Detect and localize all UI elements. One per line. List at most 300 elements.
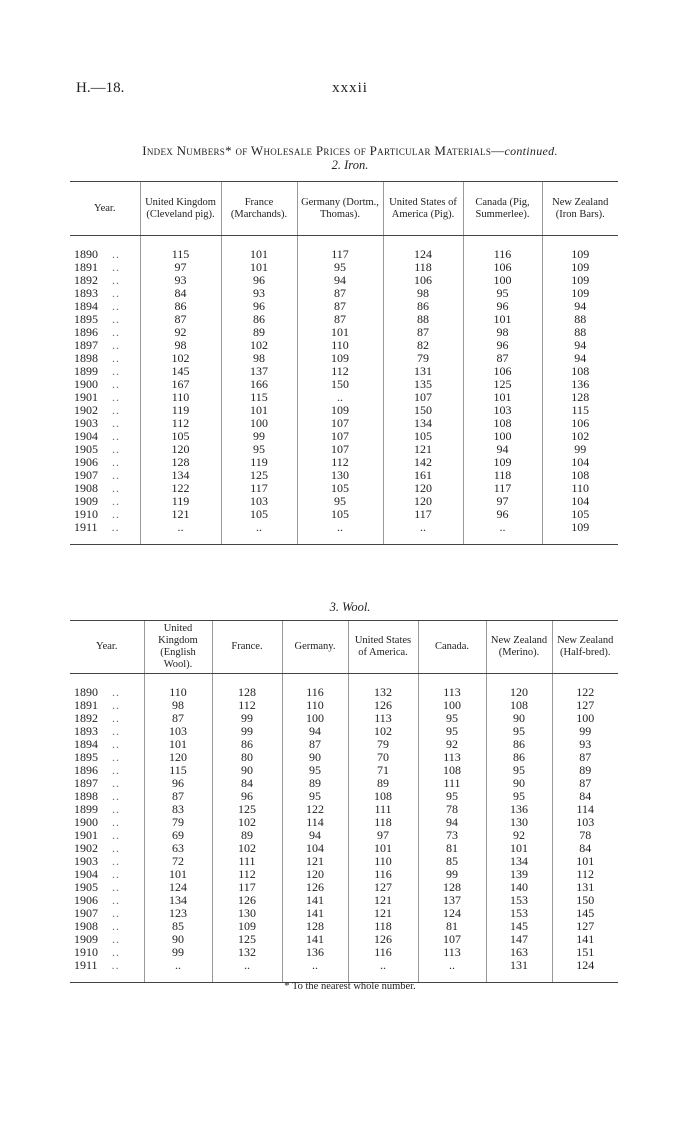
leader-dots: .. bbox=[112, 312, 120, 326]
index-value-cell: 101 bbox=[463, 313, 542, 326]
index-value-cell: .. bbox=[221, 521, 297, 534]
index-value-cell: 113 bbox=[418, 751, 486, 764]
index-value-cell: 92 bbox=[140, 326, 221, 339]
index-value-cell: 142 bbox=[383, 456, 463, 469]
index-value-cell: 108 bbox=[542, 469, 618, 482]
page-number: xxxii bbox=[332, 80, 368, 96]
index-value-cell: 100 bbox=[463, 274, 542, 287]
index-value-cell: 128 bbox=[542, 391, 618, 404]
index-value-cell: 112 bbox=[140, 417, 221, 430]
leader-dots: .. bbox=[112, 737, 120, 751]
index-value-cell: 86 bbox=[486, 738, 552, 751]
year-value: 1896 bbox=[74, 763, 98, 777]
index-value-cell: 127 bbox=[552, 920, 618, 933]
table-row bbox=[70, 933, 618, 946]
index-value-cell: 93 bbox=[552, 738, 618, 751]
index-value-cell: 80 bbox=[212, 751, 282, 764]
closing-cell bbox=[383, 534, 463, 545]
index-value-cell: 108 bbox=[348, 790, 418, 803]
index-value-cell: 90 bbox=[486, 712, 552, 725]
index-value-cell: 87 bbox=[144, 790, 212, 803]
index-value-cell: 109 bbox=[212, 920, 282, 933]
index-value-cell: 94 bbox=[282, 725, 348, 738]
index-value-cell: 117 bbox=[383, 508, 463, 521]
index-value-cell: 112 bbox=[552, 868, 618, 881]
wool-column-header: New Zealand (Merino). bbox=[486, 621, 552, 674]
wool-column-header: Canada. bbox=[418, 621, 486, 674]
index-value-cell: 112 bbox=[297, 365, 383, 378]
index-value-cell: 87 bbox=[144, 712, 212, 725]
index-value-cell: 130 bbox=[297, 469, 383, 482]
leader-dots: .. bbox=[112, 507, 120, 521]
year-value: 1900 bbox=[74, 377, 98, 391]
leader-dots: .. bbox=[112, 893, 120, 907]
index-value-cell: 87 bbox=[297, 313, 383, 326]
index-value-cell: .. bbox=[297, 521, 383, 534]
index-value-cell: 90 bbox=[282, 751, 348, 764]
index-value-cell: 105 bbox=[383, 430, 463, 443]
main-title-suffix: continued. bbox=[504, 144, 558, 158]
index-value-cell: 113 bbox=[348, 712, 418, 725]
year-value: 1890 bbox=[74, 685, 98, 699]
index-value-cell: 94 bbox=[542, 300, 618, 313]
table-row bbox=[70, 777, 618, 790]
index-value-cell: 153 bbox=[486, 907, 552, 920]
year-value: 1903 bbox=[74, 416, 98, 430]
closing-cell bbox=[140, 534, 221, 545]
iron-column-header: France (Marchands). bbox=[221, 182, 297, 236]
index-value-cell: 97 bbox=[463, 495, 542, 508]
index-value-cell: 147 bbox=[486, 933, 552, 946]
index-value-cell: 93 bbox=[140, 274, 221, 287]
index-value-cell: 79 bbox=[383, 352, 463, 365]
leader-dots: .. bbox=[112, 711, 120, 725]
year-value: 1905 bbox=[74, 442, 98, 456]
index-value-cell: 98 bbox=[144, 699, 212, 712]
index-value-cell: 100 bbox=[282, 712, 348, 725]
index-value-cell: 99 bbox=[542, 443, 618, 456]
index-value-cell: 70 bbox=[348, 751, 418, 764]
index-value-cell: 98 bbox=[463, 326, 542, 339]
year-value: 1895 bbox=[74, 750, 98, 764]
index-value-cell: 87 bbox=[463, 352, 542, 365]
index-value-cell: 88 bbox=[542, 313, 618, 326]
table-row bbox=[70, 816, 618, 829]
index-value-cell: 84 bbox=[552, 842, 618, 855]
index-value-cell: 153 bbox=[486, 894, 552, 907]
index-value-cell: .. bbox=[282, 959, 348, 972]
leader-dots: .. bbox=[112, 945, 120, 959]
index-value-cell: 125 bbox=[463, 378, 542, 391]
index-value-cell: 63 bbox=[144, 842, 212, 855]
table-row bbox=[70, 686, 618, 699]
index-value-cell: 118 bbox=[348, 920, 418, 933]
index-value-cell: 84 bbox=[212, 777, 282, 790]
index-value-cell: 115 bbox=[144, 764, 212, 777]
index-value-cell: 98 bbox=[383, 287, 463, 300]
index-value-cell: 120 bbox=[140, 443, 221, 456]
table-row bbox=[70, 699, 618, 712]
main-title-text: Index Numbers* of Wholesale Prices of Particular Materials— bbox=[142, 143, 505, 158]
year-value: 1898 bbox=[74, 789, 98, 803]
page-reference: H.—18. bbox=[76, 80, 125, 96]
index-value-cell: 101 bbox=[297, 326, 383, 339]
index-value-cell: 141 bbox=[282, 894, 348, 907]
index-value-cell: 102 bbox=[221, 339, 297, 352]
year-value: 1907 bbox=[74, 468, 98, 482]
index-value-cell: 110 bbox=[140, 391, 221, 404]
index-value-cell: 100 bbox=[552, 712, 618, 725]
index-value-cell: 89 bbox=[348, 777, 418, 790]
iron-price-table bbox=[70, 181, 618, 545]
year-value: 1908 bbox=[74, 919, 98, 933]
index-value-cell: 85 bbox=[418, 855, 486, 868]
year-value: 1894 bbox=[74, 299, 98, 313]
wool-column-header: Germany. bbox=[282, 621, 348, 674]
index-value-cell: 145 bbox=[140, 365, 221, 378]
wool-section-title: 3. Wool. bbox=[329, 600, 371, 614]
year-value: 1899 bbox=[74, 364, 98, 378]
index-value-cell: 98 bbox=[140, 339, 221, 352]
table-row bbox=[70, 738, 618, 751]
index-value-cell: 87 bbox=[297, 287, 383, 300]
index-value-cell: .. bbox=[140, 521, 221, 534]
year-value: 1897 bbox=[74, 776, 98, 790]
index-value-cell: 101 bbox=[221, 261, 297, 274]
index-value-cell: 145 bbox=[552, 907, 618, 920]
index-value-cell: 124 bbox=[418, 907, 486, 920]
table-row bbox=[70, 712, 618, 725]
index-value-cell: 126 bbox=[212, 894, 282, 907]
iron-column-header: United States of America (Pig). bbox=[383, 182, 463, 236]
index-value-cell: 116 bbox=[463, 248, 542, 261]
index-value-cell: 86 bbox=[383, 300, 463, 313]
closing-cell bbox=[463, 534, 542, 545]
index-value-cell: 150 bbox=[297, 378, 383, 391]
index-value-cell: 134 bbox=[383, 417, 463, 430]
index-value-cell: 90 bbox=[212, 764, 282, 777]
index-value-cell: 141 bbox=[552, 933, 618, 946]
index-value-cell: 109 bbox=[463, 456, 542, 469]
index-value-cell: 128 bbox=[212, 686, 282, 699]
index-value-cell: 108 bbox=[542, 365, 618, 378]
index-value-cell: 106 bbox=[383, 274, 463, 287]
index-value-cell: .. bbox=[463, 521, 542, 534]
index-value-cell: 96 bbox=[212, 790, 282, 803]
table-row bbox=[70, 881, 618, 894]
index-value-cell: 104 bbox=[282, 842, 348, 855]
index-value-cell: 124 bbox=[383, 248, 463, 261]
leader-dots: .. bbox=[112, 815, 120, 829]
year-value: 1894 bbox=[74, 737, 98, 751]
year-value: 1908 bbox=[74, 481, 98, 495]
index-value-cell: 89 bbox=[552, 764, 618, 777]
index-value-cell: 101 bbox=[348, 842, 418, 855]
closing-cell bbox=[221, 534, 297, 545]
index-value-cell: 108 bbox=[486, 699, 552, 712]
iron-header-row bbox=[70, 182, 618, 236]
index-value-cell: 128 bbox=[282, 920, 348, 933]
index-value-cell: 110 bbox=[282, 699, 348, 712]
index-value-cell: 118 bbox=[383, 261, 463, 274]
index-value-cell: 104 bbox=[542, 495, 618, 508]
index-value-cell: 96 bbox=[221, 300, 297, 313]
index-value-cell: 119 bbox=[140, 495, 221, 508]
leader-dots: .. bbox=[112, 286, 120, 300]
leader-dots: .. bbox=[112, 468, 120, 482]
index-value-cell: 99 bbox=[212, 712, 282, 725]
year-value: 1903 bbox=[74, 854, 98, 868]
index-value-cell: 95 bbox=[486, 790, 552, 803]
year-value: 1910 bbox=[74, 507, 98, 521]
index-value-cell: .. bbox=[383, 521, 463, 534]
index-value-cell: 103 bbox=[221, 495, 297, 508]
leader-dots: .. bbox=[112, 429, 120, 443]
leader-dots: .. bbox=[112, 416, 120, 430]
year-cell bbox=[70, 959, 144, 972]
wool-column-header: United States of America. bbox=[348, 621, 418, 674]
index-value-cell: 119 bbox=[221, 456, 297, 469]
index-value-cell: 137 bbox=[221, 365, 297, 378]
index-value-cell: 111 bbox=[418, 777, 486, 790]
table-row bbox=[70, 521, 618, 534]
index-value-cell: 105 bbox=[221, 508, 297, 521]
index-value-cell: 96 bbox=[463, 300, 542, 313]
iron-column-header: Year. bbox=[70, 182, 140, 236]
index-value-cell: 145 bbox=[486, 920, 552, 933]
table-row bbox=[70, 842, 618, 855]
index-value-cell: 95 bbox=[486, 725, 552, 738]
index-value-cell: 109 bbox=[542, 261, 618, 274]
index-value-cell: 124 bbox=[552, 959, 618, 972]
index-value-cell: 89 bbox=[282, 777, 348, 790]
iron-table-header bbox=[70, 182, 618, 236]
table-row bbox=[70, 946, 618, 959]
index-value-cell: 107 bbox=[383, 391, 463, 404]
index-value-cell: 112 bbox=[297, 456, 383, 469]
leader-dots: .. bbox=[112, 377, 120, 391]
index-value-cell: 95 bbox=[297, 495, 383, 508]
index-value-cell: 71 bbox=[348, 764, 418, 777]
closing-cell bbox=[70, 534, 140, 545]
table-row bbox=[70, 508, 618, 521]
index-value-cell: .. bbox=[348, 959, 418, 972]
index-value-cell: 105 bbox=[297, 508, 383, 521]
footnote: * To the nearest whole number. bbox=[284, 981, 416, 992]
table-row bbox=[70, 920, 618, 933]
year-value: 1891 bbox=[74, 260, 98, 274]
index-value-cell: 96 bbox=[144, 777, 212, 790]
index-value-cell: 116 bbox=[282, 686, 348, 699]
index-value-cell: 116 bbox=[348, 868, 418, 881]
index-value-cell: 117 bbox=[463, 482, 542, 495]
index-value-cell: 109 bbox=[297, 404, 383, 417]
table-row bbox=[70, 894, 618, 907]
index-value-cell: 137 bbox=[418, 894, 486, 907]
index-value-cell: 110 bbox=[297, 339, 383, 352]
index-value-cell: 87 bbox=[552, 751, 618, 764]
index-value-cell: 95 bbox=[418, 712, 486, 725]
index-value-cell: 110 bbox=[542, 482, 618, 495]
index-value-cell: 103 bbox=[552, 816, 618, 829]
index-value-cell: 141 bbox=[282, 933, 348, 946]
index-value-cell: 86 bbox=[212, 738, 282, 751]
page-header bbox=[0, 80, 700, 104]
leader-dots: .. bbox=[112, 260, 120, 274]
index-value-cell: 90 bbox=[486, 777, 552, 790]
year-value: 1904 bbox=[74, 867, 98, 881]
index-value-cell: 86 bbox=[140, 300, 221, 313]
index-value-cell: 134 bbox=[140, 469, 221, 482]
index-value-cell: 110 bbox=[348, 855, 418, 868]
table-row bbox=[70, 790, 618, 803]
year-value: 1904 bbox=[74, 429, 98, 443]
index-value-cell: 120 bbox=[383, 495, 463, 508]
index-value-cell: 132 bbox=[212, 946, 282, 959]
year-value: 1895 bbox=[74, 312, 98, 326]
wool-table-header bbox=[70, 621, 618, 674]
index-value-cell: 127 bbox=[552, 699, 618, 712]
leader-dots: .. bbox=[112, 455, 120, 469]
index-value-cell: 121 bbox=[348, 894, 418, 907]
index-value-cell: 102 bbox=[542, 430, 618, 443]
index-value-cell: 115 bbox=[542, 404, 618, 417]
leader-dots: .. bbox=[112, 802, 120, 816]
index-value-cell: 86 bbox=[486, 751, 552, 764]
index-value-cell: 125 bbox=[212, 803, 282, 816]
leader-dots: .. bbox=[112, 919, 120, 933]
year-value: 1892 bbox=[74, 273, 98, 287]
year-value: 1896 bbox=[74, 325, 98, 339]
index-value-cell: 126 bbox=[348, 699, 418, 712]
leader-dots: .. bbox=[112, 494, 120, 508]
index-value-cell: 126 bbox=[348, 933, 418, 946]
index-value-cell: 69 bbox=[144, 829, 212, 842]
index-value-cell: 150 bbox=[383, 404, 463, 417]
index-value-cell: 107 bbox=[297, 443, 383, 456]
index-value-cell: 78 bbox=[552, 829, 618, 842]
leader-dots: .. bbox=[112, 247, 120, 261]
table-row bbox=[70, 725, 618, 738]
wool-column-header: United Kingdom (English Wool). bbox=[144, 621, 212, 674]
index-value-cell: 139 bbox=[486, 868, 552, 881]
leader-dots: .. bbox=[112, 698, 120, 712]
year-value: 1902 bbox=[74, 841, 98, 855]
index-value-cell: 88 bbox=[542, 326, 618, 339]
index-value-cell: 102 bbox=[348, 725, 418, 738]
index-value-cell: 123 bbox=[144, 907, 212, 920]
index-value-cell: 118 bbox=[348, 816, 418, 829]
index-value-cell: 95 bbox=[418, 790, 486, 803]
index-value-cell: 120 bbox=[383, 482, 463, 495]
index-value-cell: 84 bbox=[552, 790, 618, 803]
year-value: 1891 bbox=[74, 698, 98, 712]
index-value-cell: 73 bbox=[418, 829, 486, 842]
main-title bbox=[0, 143, 700, 159]
index-value-cell: 102 bbox=[212, 842, 282, 855]
index-value-cell: 167 bbox=[140, 378, 221, 391]
leader-dots: .. bbox=[112, 351, 120, 365]
index-value-cell: 95 bbox=[418, 725, 486, 738]
index-value-cell: 78 bbox=[418, 803, 486, 816]
year-value: 1899 bbox=[74, 802, 98, 816]
index-value-cell: 82 bbox=[383, 339, 463, 352]
index-value-cell: 105 bbox=[297, 482, 383, 495]
index-value-cell: 100 bbox=[221, 417, 297, 430]
leader-dots: .. bbox=[112, 364, 120, 378]
index-value-cell: 99 bbox=[144, 946, 212, 959]
index-value-cell: 136 bbox=[542, 378, 618, 391]
closing-cell bbox=[297, 534, 383, 545]
index-value-cell: 126 bbox=[282, 881, 348, 894]
leader-dots: .. bbox=[112, 854, 120, 868]
year-value: 1902 bbox=[74, 403, 98, 417]
closing-cell bbox=[542, 534, 618, 545]
index-value-cell: 98 bbox=[221, 352, 297, 365]
leader-dots: .. bbox=[112, 906, 120, 920]
index-value-cell: 109 bbox=[542, 521, 618, 534]
index-value-cell: 87 bbox=[140, 313, 221, 326]
index-value-cell: 87 bbox=[383, 326, 463, 339]
wool-column-header: Year. bbox=[70, 621, 144, 674]
wool-table-body bbox=[70, 674, 618, 983]
index-value-cell: 97 bbox=[140, 261, 221, 274]
index-value-cell: 111 bbox=[348, 803, 418, 816]
year-cell bbox=[70, 521, 140, 534]
index-value-cell: 81 bbox=[418, 920, 486, 933]
table-row bbox=[70, 378, 618, 391]
iron-section-title: 2. Iron. bbox=[331, 158, 369, 172]
table-row bbox=[70, 764, 618, 777]
index-value-cell: 122 bbox=[282, 803, 348, 816]
index-value-cell: 128 bbox=[140, 456, 221, 469]
index-value-cell: 131 bbox=[552, 881, 618, 894]
index-value-cell: 94 bbox=[463, 443, 542, 456]
index-value-cell: 120 bbox=[144, 751, 212, 764]
index-value-cell: 120 bbox=[282, 868, 348, 881]
index-value-cell: 112 bbox=[212, 699, 282, 712]
index-value-cell: 105 bbox=[140, 430, 221, 443]
index-value-cell: 99 bbox=[552, 725, 618, 738]
leader-dots: .. bbox=[112, 763, 120, 777]
leader-dots: .. bbox=[112, 724, 120, 738]
year-value: 1909 bbox=[74, 932, 98, 946]
index-value-cell: 114 bbox=[552, 803, 618, 816]
index-value-cell: 95 bbox=[463, 287, 542, 300]
index-value-cell: 92 bbox=[486, 829, 552, 842]
index-value-cell: 101 bbox=[144, 738, 212, 751]
year-value: 1906 bbox=[74, 455, 98, 469]
index-value-cell: 116 bbox=[348, 946, 418, 959]
index-value-cell: 103 bbox=[463, 404, 542, 417]
index-value-cell: 113 bbox=[418, 946, 486, 959]
index-value-cell: 72 bbox=[144, 855, 212, 868]
index-value-cell: 99 bbox=[418, 868, 486, 881]
index-value-cell: 92 bbox=[418, 738, 486, 751]
wool-price-table bbox=[70, 620, 618, 983]
index-value-cell: 101 bbox=[144, 868, 212, 881]
index-value-cell: 94 bbox=[418, 816, 486, 829]
index-value-cell: 140 bbox=[486, 881, 552, 894]
index-value-cell: 106 bbox=[542, 417, 618, 430]
leader-dots: .. bbox=[112, 932, 120, 946]
leader-dots: .. bbox=[112, 338, 120, 352]
index-value-cell: .. bbox=[297, 391, 383, 404]
iron-column-header: New Zealand (Iron Bars). bbox=[542, 182, 618, 236]
index-value-cell: 115 bbox=[221, 391, 297, 404]
index-value-cell: 96 bbox=[463, 508, 542, 521]
index-value-cell: .. bbox=[418, 959, 486, 972]
